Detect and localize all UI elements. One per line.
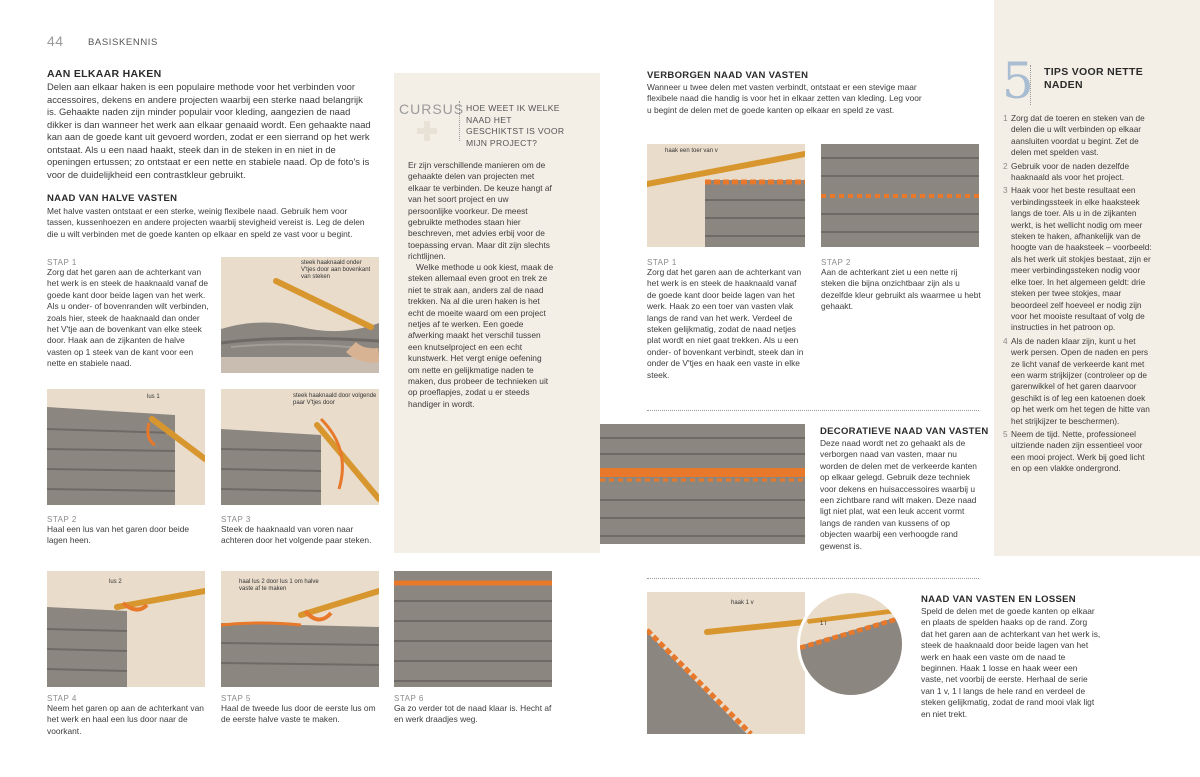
section-title: BASISKENNIS (88, 37, 158, 48)
verborgen-step-1 (647, 258, 807, 381)
list-item: 5 Neem de tijd. Nette, professioneel uitziende naden zijn essentieel voor een mooi project. Werk bij goed licht en op een vlakke ondergrond. (1003, 428, 1145, 474)
photo-label: haak een toer van v (665, 148, 718, 154)
verborgen-title: VERBORGEN NAAD VAN VASTEN (647, 70, 809, 81)
cursus-divider (459, 101, 460, 141)
page-number: 44 (47, 33, 64, 49)
photo-label: haal lus 2 door lus 1 om halve vaste af te maken (239, 579, 319, 592)
photo-step-6 (394, 571, 552, 687)
step-text: Haal een lus van het garen door beide lagen heen. (47, 524, 190, 546)
step-label: STAP 2 (47, 515, 77, 524)
photo-label: steek haaknaald onder V'tjes door aan bovenkant van steken (301, 260, 371, 280)
plus-icon (417, 121, 437, 141)
step-text: Zorg dat het garen aan de achterkant van het werk is en steek de haaknaald vanaf de goede kant door beide lagen van het werk. Als u onder- of bovenranden wilt verbinden, zoals hier, steek de haaknaald dan onder het V'tje aan de bovenkant van elke steek door. Haak aan de zijkanten de halve vasten op 1 steek van de kant voor een nette en stabiele naad. (47, 267, 209, 369)
section-divider (647, 578, 979, 579)
photo-lossen-1 (647, 592, 805, 734)
step-text: Steek de haaknaald van voren naar achteren door het volgende paar steken. (221, 524, 372, 546)
step-label: STAP 1 (647, 258, 677, 267)
step-label: STAP 5 (221, 694, 251, 703)
decoratief-title: DECORATIEVE NAAD VAN VASTEN (820, 426, 989, 437)
step-2 (47, 515, 207, 547)
step-text: Zorg dat het garen aan de achterkant van het werk is en steek de haaknaald vanaf de goede kant door beide lagen van het werk. Haak zo een toer van vasten vlak langs de rand van het werk. Verdeel de steken gelijkmatig, zodat de naad netjes plat wordt en niet gaat trekken. Als u een onder- of bovenkant verbindt, steek dan in onder de V'tjes en haak een vaste in elke steek. (647, 267, 804, 380)
tips-number: 5 (1002, 52, 1034, 110)
photo-step-4 (47, 571, 205, 687)
step-text: Neem het garen op aan de achterkant van het werk en haal een lus door naar de voorkant. (47, 703, 204, 736)
verborgen-step-2 (821, 258, 981, 313)
halve-vasten-text: Met halve vasten ontstaat er een sterke, weinig flexibele naad. Gebruik hem voor tassen, kussenhoezen en andere projecten waarbij stevigheid vereist is. Leg de delen die u wilt verbinden met de goede kanten op elkaar en speld ze vast voor u begint. (47, 206, 365, 239)
list-item: 4 Als de naden klaar zijn, kunt u het werk persen. Open de naden en pers ze licht vanaf de verkeerde kant met een warm strijkijzer (controleer op de garenwikkel of het garen daarvoor geschikt is of leg een katoenen doek op het werk om het tegen de hitte van het strijkijzer te beschermen). (1003, 335, 1150, 426)
section-divider (647, 410, 979, 411)
decoratief-text: Deze naad wordt net zo gehaakt als de verborgen naad van vasten, maar nu worden de delen met de verkeerde kanten op elkaar gelegd. Gebruik deze techniek voor dekens en huisaccessoires waarbij u een zichtbare rand wilt maken. Deze naad ligt niet plat, wat een leuk accent vormt langs de randen van kussens of op objecten waarbij een verhoogde rand gewenst is. (820, 438, 977, 551)
step-label: STAP 2 (821, 258, 851, 267)
step-label: STAP 1 (47, 258, 77, 267)
step-label: STAP 6 (394, 694, 424, 703)
step-3 (221, 515, 381, 547)
step-text: Aan de achterkant ziet u een nette rij steken die bijna onzichtbaar zijn als u dezelfde kleur gebruikt als waarmee u hebt gehaakt. (821, 267, 981, 312)
photo-verborgen-2 (821, 144, 979, 247)
photo-step-2 (47, 389, 205, 505)
step-5 (221, 694, 381, 726)
cursus-text-2: Welke methode u ook kiest, maak de steken allemaal even groot en trek ze niet te strak aan, anders zal de naad trekken. Na al die uren haken is het echt de moeite waard om een project netjes af te werken. Een goede afwerking maakt het verschil tussen een knutselproject en een echt kunstwerk. Het vergt enige oefening om nette en gelijkmatige naden te maken, dus probeer de technieken uit op proeflapjes, zodat u er steeds handiger in wordt. (408, 262, 554, 409)
photo-step-1 (221, 257, 379, 373)
step-1 (47, 258, 209, 370)
tips-list (1003, 113, 1155, 477)
step-text: Haal de tweede lus door de eerste lus om de eerste halve vaste te maken. (221, 703, 376, 725)
step-label: STAP 4 (47, 694, 77, 703)
intro-title: AAN ELKAAR HAKEN (47, 68, 162, 80)
tips-title: TIPS VOOR NETTE NADEN (1044, 66, 1144, 91)
photo-label: lus 1 (147, 394, 160, 400)
intro-text: Delen aan elkaar haken is een populaire methode voor het verbinden voor accessoires, dekens en andere projecten waarbij een sterke naad belangrijk is. Gehaakte naden zijn minder populair voor kleding, aangezien de naad dikker is dan wanneer het werk aan elkaar genaaid wordt. Een gehaakte naad kan aan de goede kant uit gevoerd worden, zodat er een sierrand op het werk ontstaat. Als u een naad haakt, steek dan in de steken in en niet in de openingen ertussen; zo ontstaat er een nette en stabiele naad. Op de foto's is voor de duidelijkheid een contrastkleur gebruikt. (47, 81, 371, 180)
photo-label: lus 2 (109, 579, 122, 585)
step-label: STAP 3 (221, 515, 251, 524)
photo-verborgen-1 (647, 144, 805, 247)
verborgen-text: Wanneer u twee delen met vasten verbindt, ontstaat er een stevige maar flexibele naad die handig is voor het in elkaar zetten van kleding. Leg voor u begint de delen met de goede kanten op elkaar en speld ze vast. (647, 82, 922, 115)
photo-label: haak 1 v (731, 600, 754, 606)
photo-lossen-detail (797, 590, 905, 698)
cursus-text-1: Er zijn verschillende manieren om de gehaakte delen van projecten met elkaar te verbinden. De keuze hangt af van het soort project en uw persoonlijke voorkeur. De meest gebruikte methodes staan hier beschreven, met advies erbij voor de toepassing ervan. Maar dit zijn slechts richtlijnen. (408, 160, 552, 262)
list-item: 2 Gebruik voor de naden dezelfde haaknaald als voor het project. (1003, 160, 1130, 183)
step-text: Ga zo verder tot de naad klaar is. Hecht af en werk draadjes weg. (394, 703, 552, 725)
photo-step-5 (221, 571, 379, 687)
halve-vasten-title: NAAD VAN HALVE VASTEN (47, 193, 178, 204)
photo-step-3 (221, 389, 379, 505)
photo-label: 1 l (820, 621, 827, 627)
photo-decoratief (600, 424, 805, 544)
step-4 (47, 694, 207, 737)
list-item: 1 Zorg dat de toeren en steken van de delen die u wilt verbinden op elkaar aansluiten voordat u begint. Zet de delen met spelden vast. (1003, 113, 1145, 158)
lossen-text: Speld de delen met de goede kanten op elkaar en plaats de spelden haaks op de rand. Zorg dat het garen aan de achterkant van het werk is, steek de haaknaald door beide lagen van het werk en haak een vaste om de naad te beginnen. Haak 1 losse en haak weer een vaste, net voorbij de eerste. Herhaal de serie van 1 v, 1 l langs de hele rand en verdeel de steken gelijkmatig, zodat de rand mooi vlak ligt en niet trekt. (921, 606, 1101, 719)
tips-divider (1030, 65, 1033, 105)
cursus-question: HOE WEET IK WELKE NAAD HET GESCHIKTST IS VOOR MIJN PROJECT? (466, 103, 565, 148)
photo-label: steek haaknaald door volgende paar V'tjes door (293, 393, 377, 406)
lossen-title: NAAD VAN VASTEN EN LOSSEN (921, 594, 1076, 605)
list-item: 3 Haak voor het beste resultaat een verbindingssteek in elke haaksteek langs de toer. Als u in de zijkanten werkt, is het wellicht nodig om meer steken te haken, afhankelijk van de hoogte van de haaksteek – voorbeeld: als het werk uit stokjes bestaat, zijn er meer verbindingssteken nodig voor elke toer. In het algemeen geldt: drie steken per twee stokjes, maar beoordeel zelf hoeveel er nodig zijn voor het mooiste resultaat of volg de instructies in het patroon op. (1003, 185, 1152, 333)
step-6 (394, 694, 554, 726)
cursus-badge: CURSUS (399, 101, 465, 117)
